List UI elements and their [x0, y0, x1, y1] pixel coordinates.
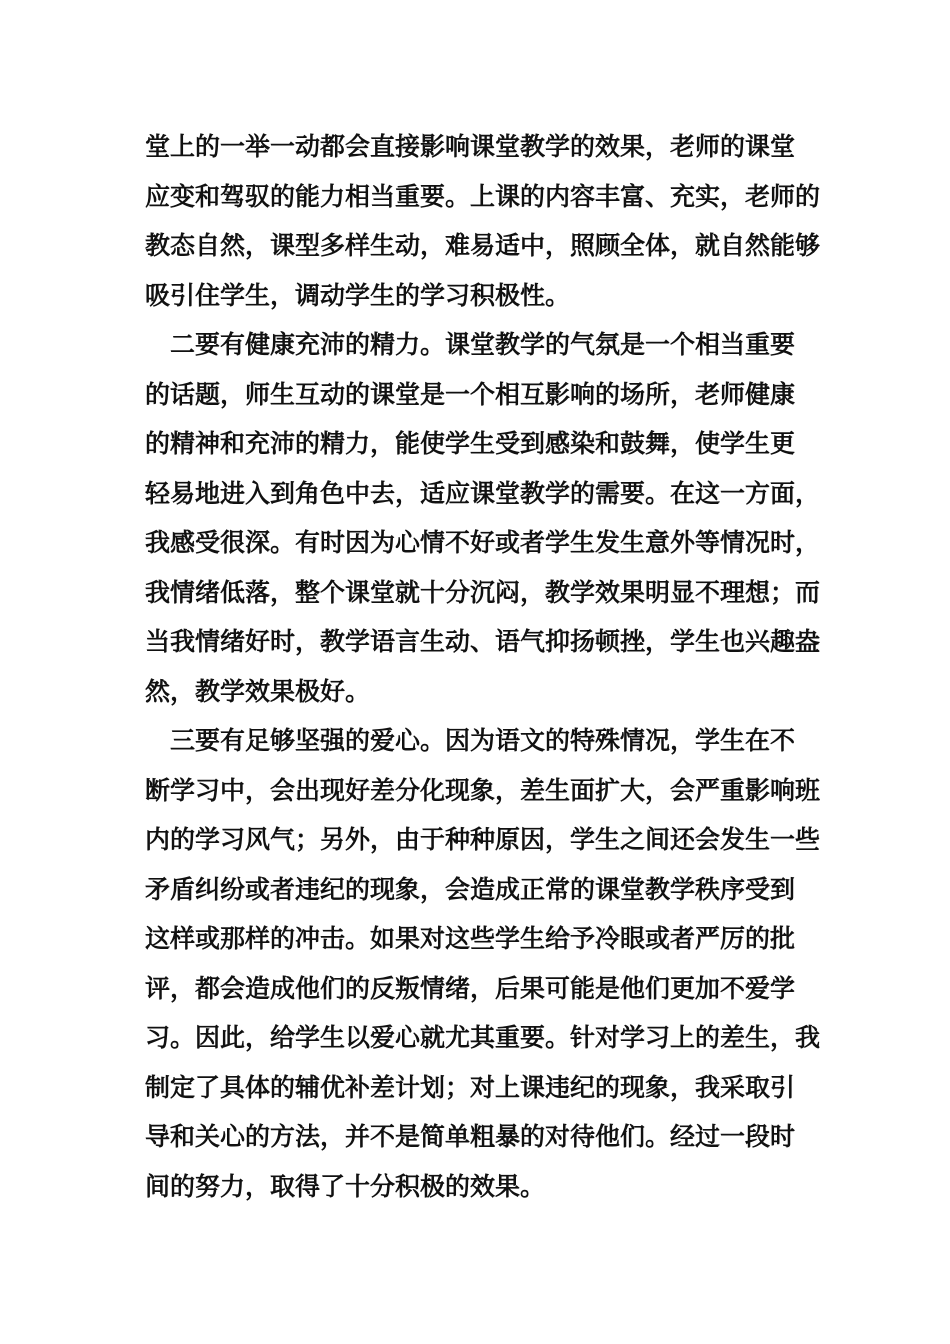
text-line: 然，教学效果极好。 [145, 676, 371, 706]
text-line: 吸引住学生，调动学生的学习积极性。 [145, 280, 571, 310]
text-line: 教态自然，课型多样生动，难易适中，照顾全体，就自然能够 [145, 231, 821, 260]
text-line: 导和关心的方法，并不是简单粗暴的对待他们。经过一段时 [145, 1122, 796, 1151]
paragraph-3 [145, 716, 821, 1211]
text-line: 当我情绪好时，教学语言生动、语气抑扬顿挫，学生也兴趣盎 [145, 627, 821, 656]
text-line: 应变和驾驭的能力相当重要。上课的内容丰富、充实，老师的 [145, 181, 821, 211]
paragraph-2 [145, 320, 821, 716]
text-line: 这样或那样的冲击。如果对这些学生给予冷眼或者严厉的批 [145, 924, 796, 953]
text-line: 的精神和充沛的精力，能使学生受到感染和鼓舞，使学生更 [145, 429, 796, 458]
text-line: 堂上的一举一动都会直接影响课堂教学的效果，老师的课堂 [145, 132, 796, 161]
text-line: 的话题，师生互动的课堂是一个相互影响的场所，老师健康 [145, 379, 796, 409]
text-line: 习。因此，给学生以爱心就尤其重要。针对学习上的差生，我 [145, 1023, 821, 1052]
text-line: 制定了具体的辅优补差计划；对上课违纪的现象，我采取引 [145, 1072, 796, 1102]
text-line: 我情绪低落，整个课堂就十分沉闷，教学效果明显不理想；而 [145, 577, 821, 607]
document-body [145, 122, 821, 1211]
text-line: 我感受很深。有时因为心情不好或者学生发生意外等情况时， [145, 528, 821, 557]
text-line: 断学习中，会出现好差分化现象，差生面扩大，会严重影响班 [145, 775, 821, 805]
text-line: 二要有健康充沛的精力。课堂教学的气氛是一个相当重要 [170, 330, 796, 359]
paragraph-1 [145, 122, 821, 320]
text-line: 三要有足够坚强的爱心。因为语文的特殊情况，学生在不 [170, 726, 796, 755]
text-line: 间的努力，取得了十分积极的效果。 [145, 1171, 546, 1201]
text-line: 评，都会造成他们的反叛情绪，后果可能是他们更加不爱学 [145, 973, 796, 1003]
text-line: 轻易地进入到角色中去，适应课堂教学的需要。在这一方面， [145, 478, 821, 508]
text-line: 矛盾纠纷或者违纪的现象，会造成正常的课堂教学秩序受到 [145, 874, 796, 904]
text-line: 内的学习风气；另外，由于种种原因，学生之间还会发生一些 [145, 825, 821, 854]
